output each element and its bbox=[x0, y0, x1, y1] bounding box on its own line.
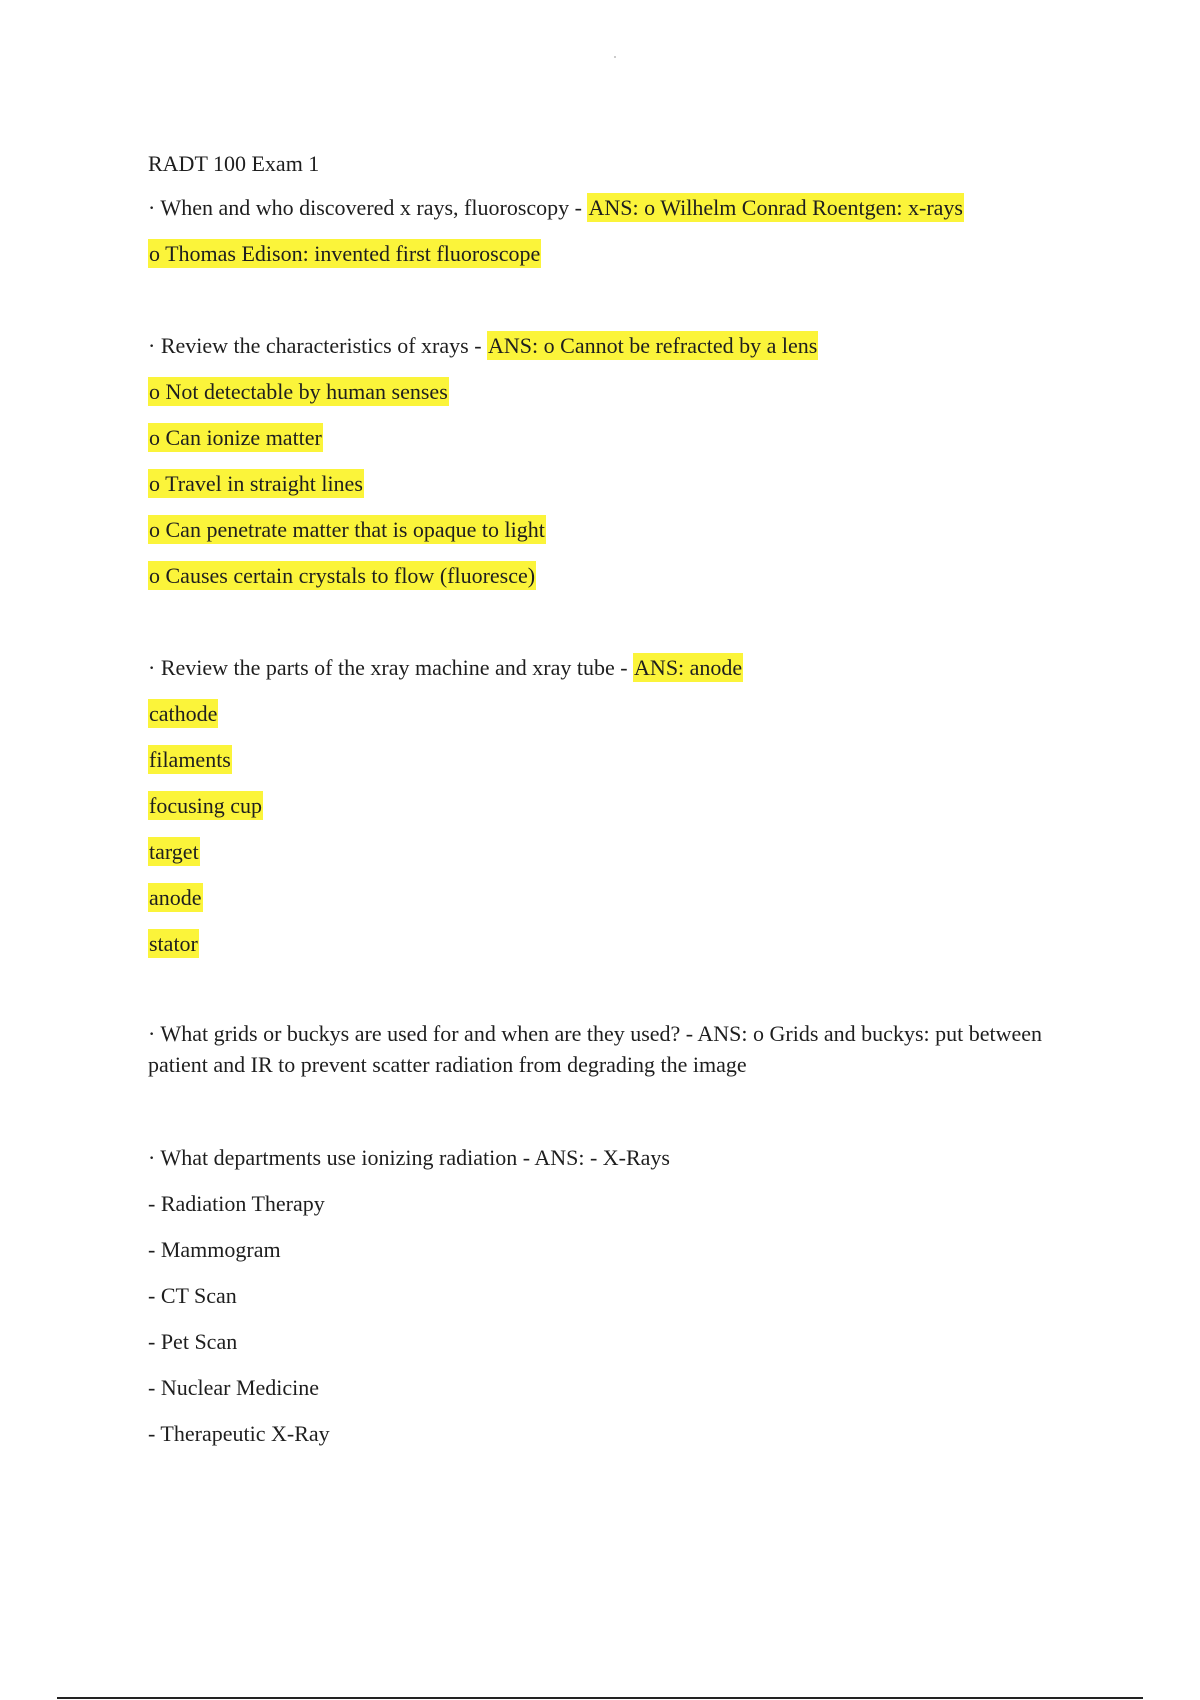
question-2-answer-highlight: ANS: o Cannot be refracted by a lens bbox=[488, 333, 818, 358]
spacer bbox=[148, 604, 1048, 650]
spacer bbox=[148, 1080, 1048, 1140]
answer-line bbox=[148, 926, 1048, 972]
question-1-text: · When and who discovered x rays, fluoroscopy - bbox=[148, 195, 588, 220]
answer-highlight: target bbox=[149, 839, 199, 864]
answer-line: - Therapeutic X-Ray bbox=[148, 1421, 330, 1446]
document-title: RADT 100 Exam 1 bbox=[148, 151, 320, 176]
answer-highlight: anode bbox=[149, 885, 202, 910]
question-1 bbox=[148, 190, 1048, 236]
answer-line bbox=[148, 742, 1048, 788]
question-4: · What grids or buckys are used for and when are they used? - ANS: o Grids and buckys: put between patient and IR to prevent scatter radiation from degrading the image bbox=[148, 1021, 1043, 1077]
answer-line: - Pet Scan bbox=[148, 1329, 238, 1354]
answer-highlight: o Not detectable by human senses bbox=[149, 379, 448, 404]
spacer bbox=[148, 972, 1048, 1018]
answer-highlight: o Causes certain crystals to flow (fluoresce) bbox=[149, 563, 536, 588]
question-1-answer-highlight: ANS: o Wilhelm Conrad Roentgen: x-rays bbox=[588, 195, 963, 220]
answer-line bbox=[148, 696, 1048, 742]
answer-highlight: filaments bbox=[149, 747, 231, 772]
question-2-text: · Review the characteristics of xrays - bbox=[148, 333, 488, 358]
document-body bbox=[148, 146, 1048, 1462]
answer-line bbox=[148, 420, 1048, 466]
answer-line: - Nuclear Medicine bbox=[148, 1375, 320, 1400]
question-3 bbox=[148, 650, 1048, 696]
question-3-text: · Review the parts of the xray machine and xray tube - bbox=[148, 655, 634, 680]
answer-highlight: o Thomas Edison: invented first fluoroscope bbox=[149, 241, 541, 266]
answer-line bbox=[148, 374, 1048, 420]
answer-line bbox=[148, 236, 1048, 282]
page-bottom-rule bbox=[57, 1697, 1143, 1699]
scan-speck bbox=[614, 56, 616, 58]
answer-highlight: o Can penetrate matter that is opaque to light bbox=[149, 517, 545, 542]
answer-line: - Mammogram bbox=[148, 1237, 281, 1262]
answer-highlight: stator bbox=[149, 931, 198, 956]
answer-highlight: o Travel in straight lines bbox=[149, 471, 363, 496]
question-5: · What departments use ionizing radiation - ANS: - X-Rays bbox=[148, 1145, 670, 1170]
answer-line bbox=[148, 466, 1048, 512]
question-3-answer-highlight: ANS: anode bbox=[634, 655, 743, 680]
answer-line bbox=[148, 834, 1048, 880]
question-2 bbox=[148, 328, 1048, 374]
answer-line bbox=[148, 512, 1048, 558]
answer-highlight: focusing cup bbox=[149, 793, 263, 818]
answer-line: - CT Scan bbox=[148, 1283, 237, 1308]
answer-line bbox=[148, 558, 1048, 604]
answer-highlight: o Can ionize matter bbox=[149, 425, 322, 450]
spacer bbox=[148, 282, 1048, 328]
answer-highlight: cathode bbox=[149, 701, 218, 726]
answer-line bbox=[148, 788, 1048, 834]
answer-line: - Radiation Therapy bbox=[148, 1191, 325, 1216]
answer-line bbox=[148, 880, 1048, 926]
